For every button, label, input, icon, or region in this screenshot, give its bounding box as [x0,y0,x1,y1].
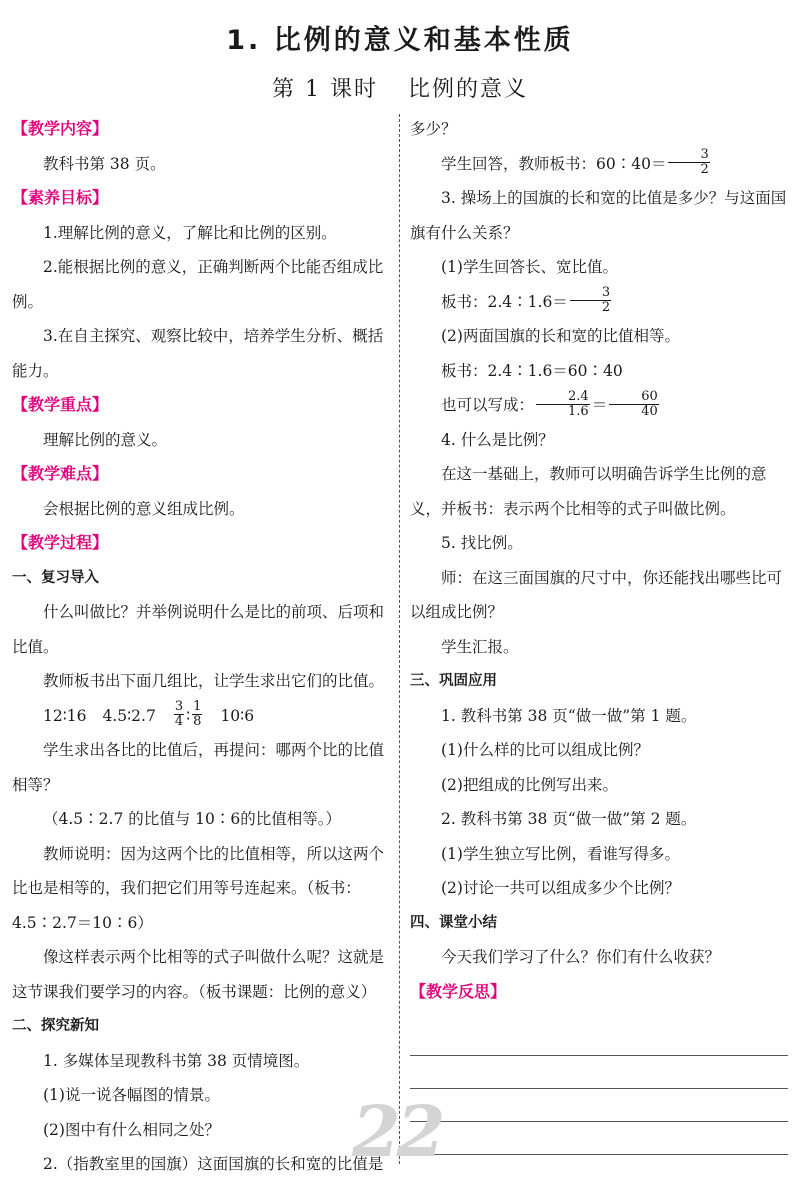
numerator: 2.4 [536,390,590,405]
section-teaching-content: 【教学内容】 [12,119,109,138]
paragraph: 1. 教科书第 38 页“做一做”第 1 题。 [441,706,697,725]
lesson-number: 第 1 课时 [272,77,378,102]
ratio-list [12,699,384,734]
paragraph: 2. 教科书第 38 页“做一做”第 2 题。 [441,810,697,828]
paragraph: (2)讨论一共可以组成多少个比例？ [441,879,680,897]
paragraph: (2)图中有什么相同之处？ [43,1120,220,1139]
step-summary: 四、课堂小结 [410,914,497,931]
writing-line[interactable] [410,1023,788,1056]
paragraph [410,285,788,320]
paragraph [410,147,788,182]
paragraph: (2)两面国旗的长和宽的比值相等。 [441,327,680,345]
lesson-subtitle [0,72,800,103]
goal-3: 3.在自主探究、观察比较中，培养学生分析、概括能力。 [12,327,384,380]
paragraph: (1)什么样的比可以组成比例？ [441,741,649,759]
paragraph: 1. 多媒体呈现教科书第 38 页情境图。 [43,1051,310,1070]
writing-line[interactable] [410,1089,788,1122]
denominator: 2 [700,162,709,177]
paragraph: 什么叫做比？并举例说明什么是比的前项、后项和比值。 [12,603,385,656]
denominator: 4 [174,714,184,729]
numerator: 3 [570,286,611,301]
page-number: 22 [352,1090,442,1173]
section-process: 【教学过程】 [12,533,109,552]
paragraph: 学生求出各比的比值后，再提问：哪两个比的比值相等？ [12,741,385,794]
paragraph: 在这一基础上，教师可以明确告诉学生比例的意义，并板书：表示两个比相等的式子叫做比例。 [410,465,767,518]
paragraph: 教师板书出下面几组比，让学生求出它们的比值。 [43,672,385,690]
lesson-topic: 比例的意义 [407,77,528,102]
paragraph: 学生汇报。 [441,637,519,656]
fraction [174,700,184,729]
fraction [609,390,659,419]
paragraph: 教师说明：因为这两个比的比值相等，所以这两个比也是相等的，我们把它们用等号连起来。（板书：4.5∶2.7＝10∶6） [12,844,385,932]
board-text: 板书：2.4∶1.6＝ [441,292,568,311]
board-text: 也可以写成： [441,396,535,414]
numerator: 3 [174,699,184,714]
fraction [192,700,202,729]
section-goals: 【素养目标】 [12,188,109,207]
numerator: 60 [609,390,659,405]
denominator: 8 [193,714,202,729]
paragraph: (2)把组成的比例写出来。 [441,775,618,794]
left-column [12,112,384,1182]
paragraph: (1)说一说各幅图的情景。 [43,1086,220,1104]
right-column [410,112,788,1155]
denominator: 40 [641,403,658,419]
ratio-fraction [172,699,205,729]
ratio: 12∶16 [43,706,87,725]
step-explore: 二、探究新知 [12,1018,99,1034]
fraction [536,390,590,419]
paragraph: 师：在这三面国旗的尺寸中，你还能找出哪些比可以组成比例？ [410,568,783,621]
fraction [570,286,611,315]
difficulty-text: 会根据比例的意义组成比例。 [43,499,245,518]
fraction [668,148,709,177]
key-point-text: 理解比例的意义。 [43,430,168,449]
paragraph: 今天我们学习了什么？你们有什么收获？ [441,948,721,966]
ratio: 10∶6 [220,706,255,725]
equals-sign: ＝ [591,396,608,414]
paragraph: 像这样表示两个比相等的式子叫做什么呢？这就是这节课我们要学习的内容。（板书课题：比例的意义） [12,948,385,1001]
column-divider [399,114,400,1164]
numerator: 1 [193,699,202,714]
page-title: 1. 比例的意义和基本性质 [226,25,574,56]
board-text: 学生回答，教师板书：60∶40＝ [441,154,667,173]
denominator: 1.6 [568,403,589,419]
ratio-colon: ∶ [186,706,191,725]
content-text: 教科书第 38 页。 [43,154,166,173]
paragraph: 5. 找比例。 [441,534,523,552]
paragraph: 3. 操场上的国旗的长和宽的比值是多少？与这面国旗有什么关系？ [410,189,787,242]
section-reflection: 【教学反思】 [410,981,507,1001]
paragraph: （4.5∶2.7 的比值与 10∶6的比值相等。） [43,810,341,828]
step-consolidate: 三、巩固应用 [410,673,497,689]
ratio: 4.5∶2.7 [102,706,156,725]
goal-2: 2.能根据比例的意义，正确判断两个比能否组成比例。 [12,258,384,311]
goal-1: 1.理解比例的意义，了解比和比例的区别。 [43,223,337,242]
paragraph: 4. 什么是比例？ [441,430,554,449]
denominator: 2 [601,300,611,315]
reflection-lines [410,1023,788,1155]
numerator: 3 [668,148,709,163]
section-difficulty: 【教学难点】 [12,464,109,483]
step-review-intro: 一、复习导入 [12,569,99,586]
paragraph: (1)学生回答长、宽比值。 [441,258,618,276]
writing-line[interactable] [410,1122,788,1155]
paragraph: (1)学生独立写比例，看谁写得多。 [441,844,680,863]
paragraph: 2.（指教室里的国旗）这面国旗的长和宽的比值是 [43,1155,384,1173]
paragraph: 多少？ [410,120,457,138]
paragraph: 板书：2.4∶1.6＝60∶40 [441,361,623,380]
writing-line[interactable] [410,1056,788,1089]
section-key-point: 【教学重点】 [12,395,109,414]
paragraph [410,388,788,423]
